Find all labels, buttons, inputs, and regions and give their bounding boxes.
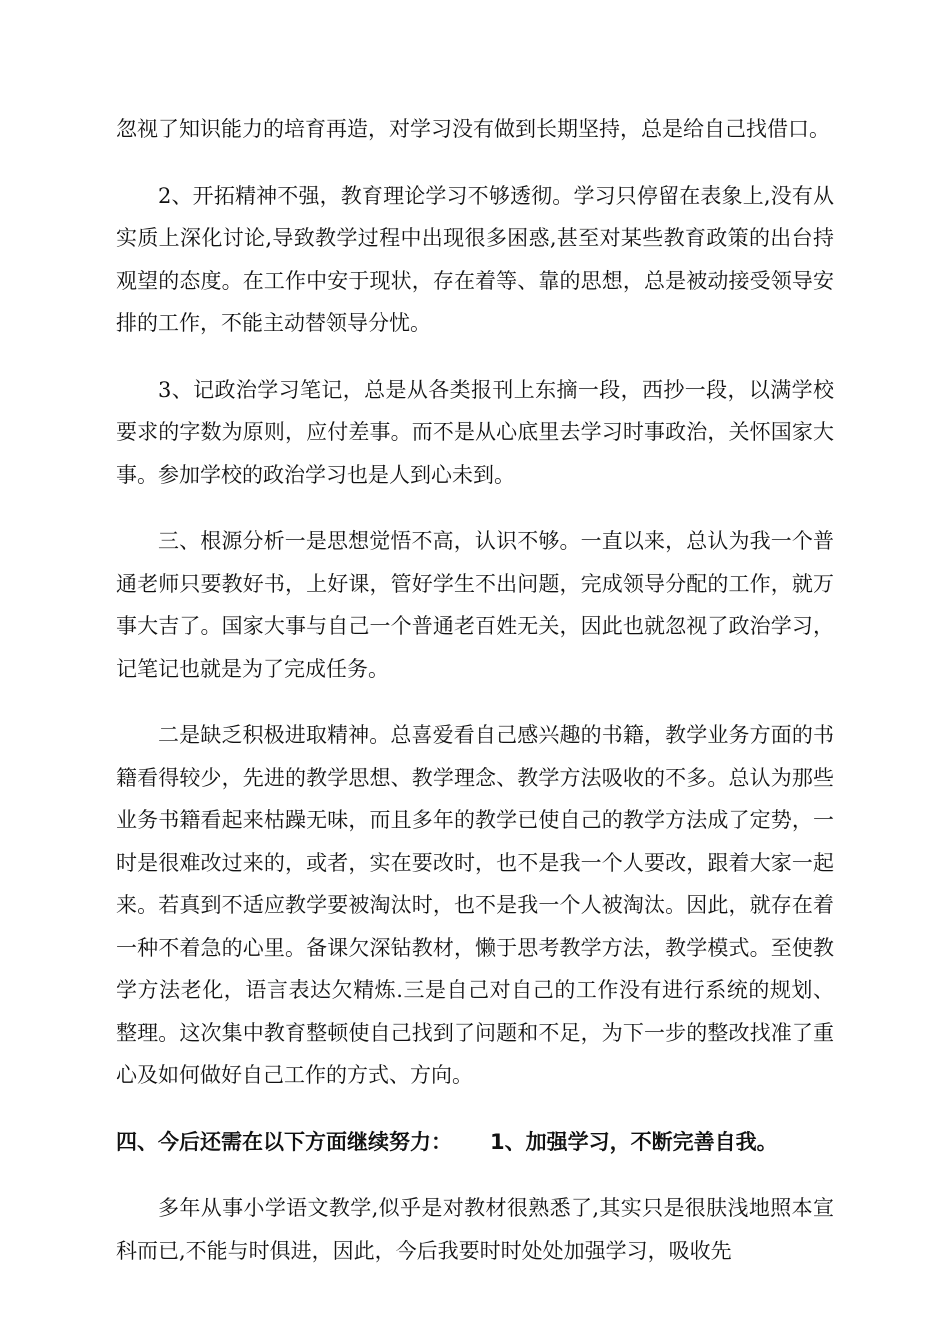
paragraph-root-cause: 三、根源分析一是思想觉悟不高，认识不够。一直以来，总认为我一个普通老师只要教好书，上好课，管好学生不出问题，完成领导分配的工作，就万事大吉了。国家大事与自己一个普通老百姓无关，因此也就忽视了政治学习，记笔记也就是为了完成任务。 — [116, 529, 834, 681]
paragraph-lack-initiative: 二是缺乏积极进取精神。总喜爱看自己感兴趣的书籍，教学业务方面的书籍看得较少，先进的教学思想、教学理念、教学方法吸收的不多。总认为那些业务书籍看起来枯躁无味，而且多年的教学已使自己的教学方法成了定势，一时是很难改过来的，或者，实在要改时，也不是我一个人要改，跟着大家一起来。若真到不适应教学要被淘汰时，也不是我一个人被淘汰。因此，就存在着一种不着急的心里。备课欠深钻教材，懒于思考教学方法，教学模式。至使教学方法老化，语言表达欠精炼.三是自己对自己的工作没有进行系统的规划、整理。这次集中教育整顿使自己找到了问题和不足，为下一步的整改找准了重心及如何做好自己工作的方式、方向。 — [116, 723, 834, 1087]
section-heading — [116, 1121, 834, 1164]
paragraph-item-3: 3、记政治学习笔记，总是从各类报刊上东摘一段，西抄一段，以满学校要求的字数为原则，应付差事。而不是从心底里去学习时事政治，关怀国家大事。参加学校的政治学习也是人到心未到。 — [116, 377, 834, 487]
paragraph-learning: 多年从事小学语文教学,似乎是对教材很熟悉了,其实只是很肤浅地照本宣科而已,不能与时俱进，因此，今后我要时时处处加强学习，吸收先 — [116, 1196, 834, 1263]
section-heading-sub: 1、加强学习，不断完善自我。 — [490, 1129, 778, 1154]
paragraph-continuation: 忽视了知识能力的培育再造，对学习没有做到长期坚持，总是给自己找借口。 — [116, 117, 830, 141]
document-body — [116, 108, 834, 1272]
section-heading-main: 四、今后还需在以下方面继续努力： — [116, 1129, 452, 1154]
paragraph-item-2: 2、开拓精神不强，教育理论学习不够透彻。学习只停留在表象上,没有从实质上深化讨论,导致教学过程中出现很多困惑,甚至对某些教育政策的出台持观望的态度。在工作中安于现状，存在着等、靠的思想，总是被动接受领导安排的工作，不能主动替领导分忧。 — [116, 183, 834, 335]
